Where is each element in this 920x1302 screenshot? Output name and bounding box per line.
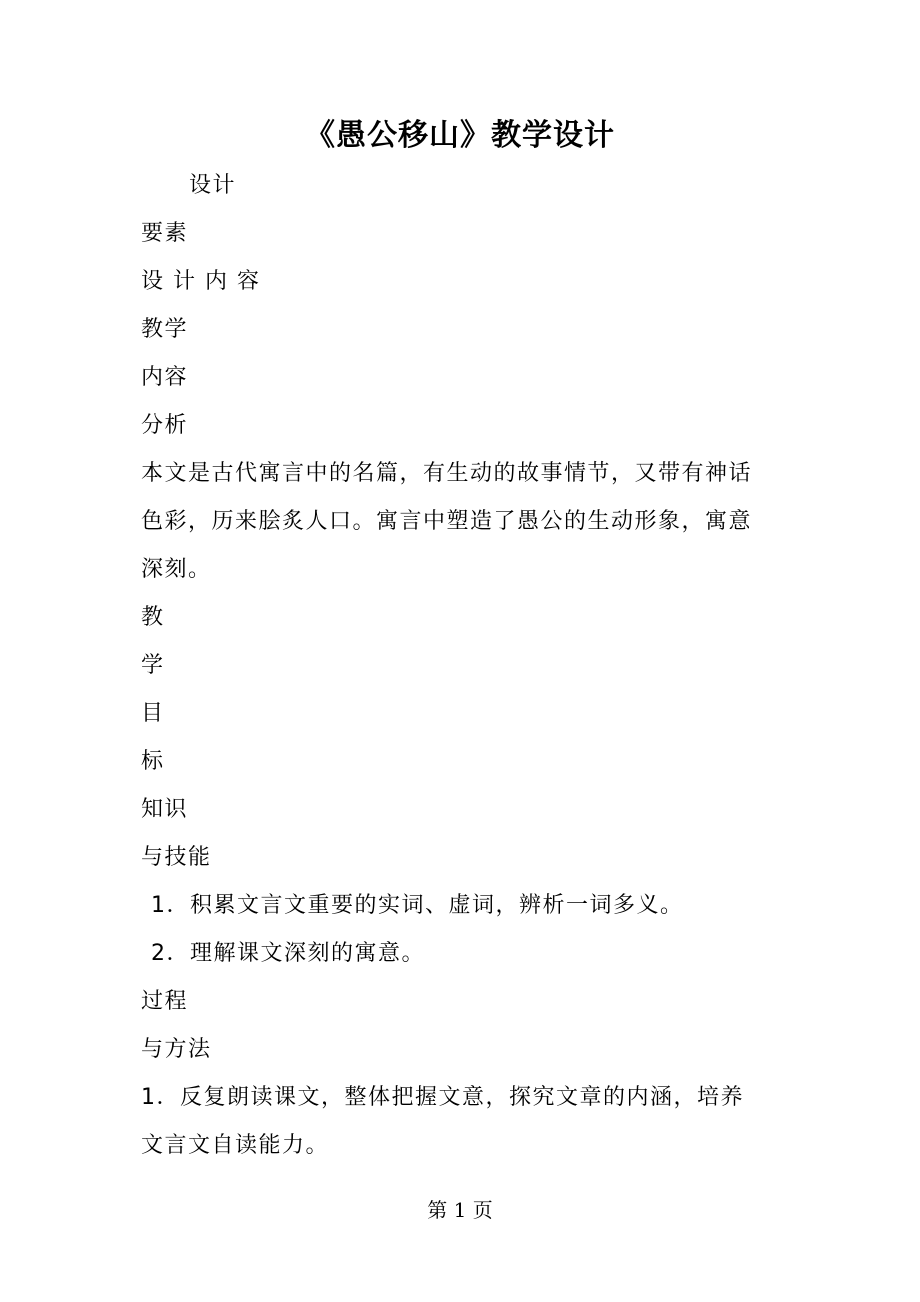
text-line-xue: 学 bbox=[141, 653, 165, 678]
text-line-knowledge: 知识 bbox=[141, 797, 189, 822]
text-line-biao: 标 bbox=[141, 749, 165, 774]
text-line-analysis: 分析 bbox=[141, 413, 189, 438]
text-line-elements: 要素 bbox=[141, 221, 189, 246]
text-line-process: 过程 bbox=[141, 989, 189, 1014]
list-item-continuation: 文言文自读能力。 bbox=[141, 1133, 330, 1158]
list-item: 1．积累文言文重要的实词、虚词，辨析一词多义。 bbox=[151, 893, 684, 918]
text-line-design-content: 设 计 内 容 bbox=[141, 269, 261, 294]
paragraph-line: 本文是古代寓言中的名篇，有生动的故事情节，又带有神话 bbox=[141, 461, 753, 486]
text-line-design: 设计 bbox=[189, 173, 237, 198]
list-item: 2．理解课文深刻的寓意。 bbox=[151, 941, 425, 966]
text-line-teaching: 教学 bbox=[141, 317, 189, 342]
document-title: 《愚公移山》教学设计 bbox=[305, 118, 615, 153]
paragraph-line: 色彩，历来脍炙人口。寓言中塑造了愚公的生动形象，寓意 bbox=[141, 509, 753, 534]
text-line-mu: 目 bbox=[141, 701, 165, 726]
text-line-content: 内容 bbox=[141, 365, 189, 390]
paragraph-line: 深刻。 bbox=[141, 557, 212, 582]
text-line-method: 与方法 bbox=[141, 1037, 212, 1062]
text-line-skills: 与技能 bbox=[141, 845, 212, 870]
page-number-footer: 第 1 页 bbox=[427, 1198, 493, 1222]
list-item: 1．反复朗读课文，整体把握文意，探究文章的内涵，培养 bbox=[141, 1085, 744, 1110]
text-line-jiao: 教 bbox=[141, 605, 165, 630]
document-body bbox=[141, 162, 791, 1170]
